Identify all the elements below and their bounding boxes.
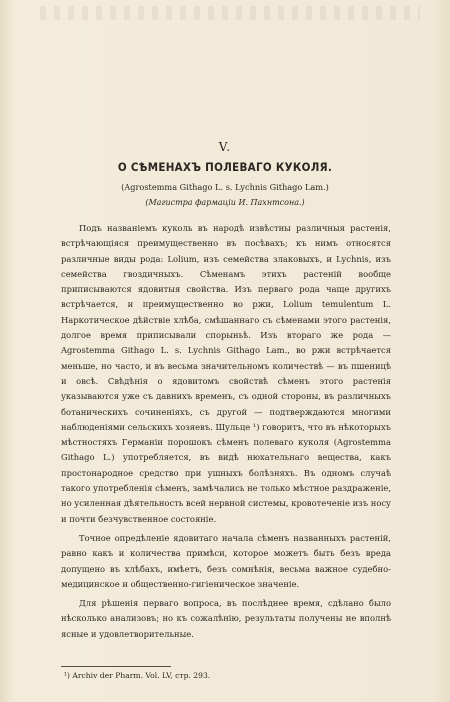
paragraph: Для рѣшенія перваго вопроса, въ послѣднее время, сдѣлано было нѣсколько анализовъ; но къ сожалѣнію, результаты получены не вполнѣ ясные и удовлетворительные. bbox=[61, 598, 391, 639]
paragraph: Точное опредѣленіе ядовитаго начала сѣменъ названныхъ растеній, равно какъ и количества примѣси, которое можетъ быть безъ вреда допущено въ хлѣбахъ, имѣетъ, безъ сомнѣнія, весьма важное судебно-медицинское и общественно-гигіеническое значеніе. bbox=[61, 532, 391, 589]
article-title: О СѢМЕНАХЪ ПОЛЕВАГО КУКОЛЯ. bbox=[117, 160, 333, 174]
article-body bbox=[61, 221, 391, 642]
section-number: V. bbox=[218, 140, 232, 154]
paragraph: Подъ названіемъ куколь въ народѣ извѣстны различныя растенія, встрѣчающіяся преимущественно въ посѣвахъ; къ нимъ относятся различные виды рода: Lolium, изъ семейства злаковыхъ, и Lychnis, изъ семейства гвоздичныхъ. Сѣменамъ этихъ растеній вообще приписываются ядовитыя свойства. Изъ перваго рода чаще другихъ встрѣчается, и преимущественно во ржи, Lolium temulentum L. Наркотическое дѣйствіе хлѣба, смѣшаннаго съ сѣменами этого растенія, долгое время приписывали спорыньѣ. Изъ втораго же рода — Agrostemma Githago L. s. Lychnis Githago Lam., во ржи встрѣчается меньше, но часто, и въ весьма значительномъ количествѣ — въ пшеницѣ и овсѣ. Свѣдѣнія о ядовитомъ свойствѣ сѣменъ этого растенія указываются уже съ давнихъ временъ, съ одной стороны, въ различныхъ ботаническихъ сочиненіяхъ, съ другой — подтверждаются многими наблюденіями сельскихъ хозяевъ. Шульце ¹) говоритъ, что въ нѣкоторыхъ мѣстностяхъ Германіи порошокъ сѣменъ полеваго куколя (Agrostemma Githago L.) употребляется, въ видѣ нюхательнаго вещества, какъ простонародное средство при ушныхъ болѣзняхъ. Въ одномъ случаѣ такого употребленія сѣменъ, замѣчались не только мѣстное раздраженіе, но усиленная дѣятельность всей нервной системы, кровотеченіе изъ носу и почти безчувственное состояніе. bbox=[61, 223, 391, 524]
footnote-separator bbox=[61, 666, 171, 667]
latin-subtitle: (Agrostemma Githago L. s. Lychnis Githago Lam.) bbox=[121, 182, 329, 192]
footnote: ¹) Archiv der Pharm. Vol. LV, стр. 293. bbox=[64, 671, 211, 680]
bleed-through-mark bbox=[40, 6, 420, 20]
author-line: (Магистра фармаціи И. Пахнтсона.) bbox=[145, 198, 305, 207]
